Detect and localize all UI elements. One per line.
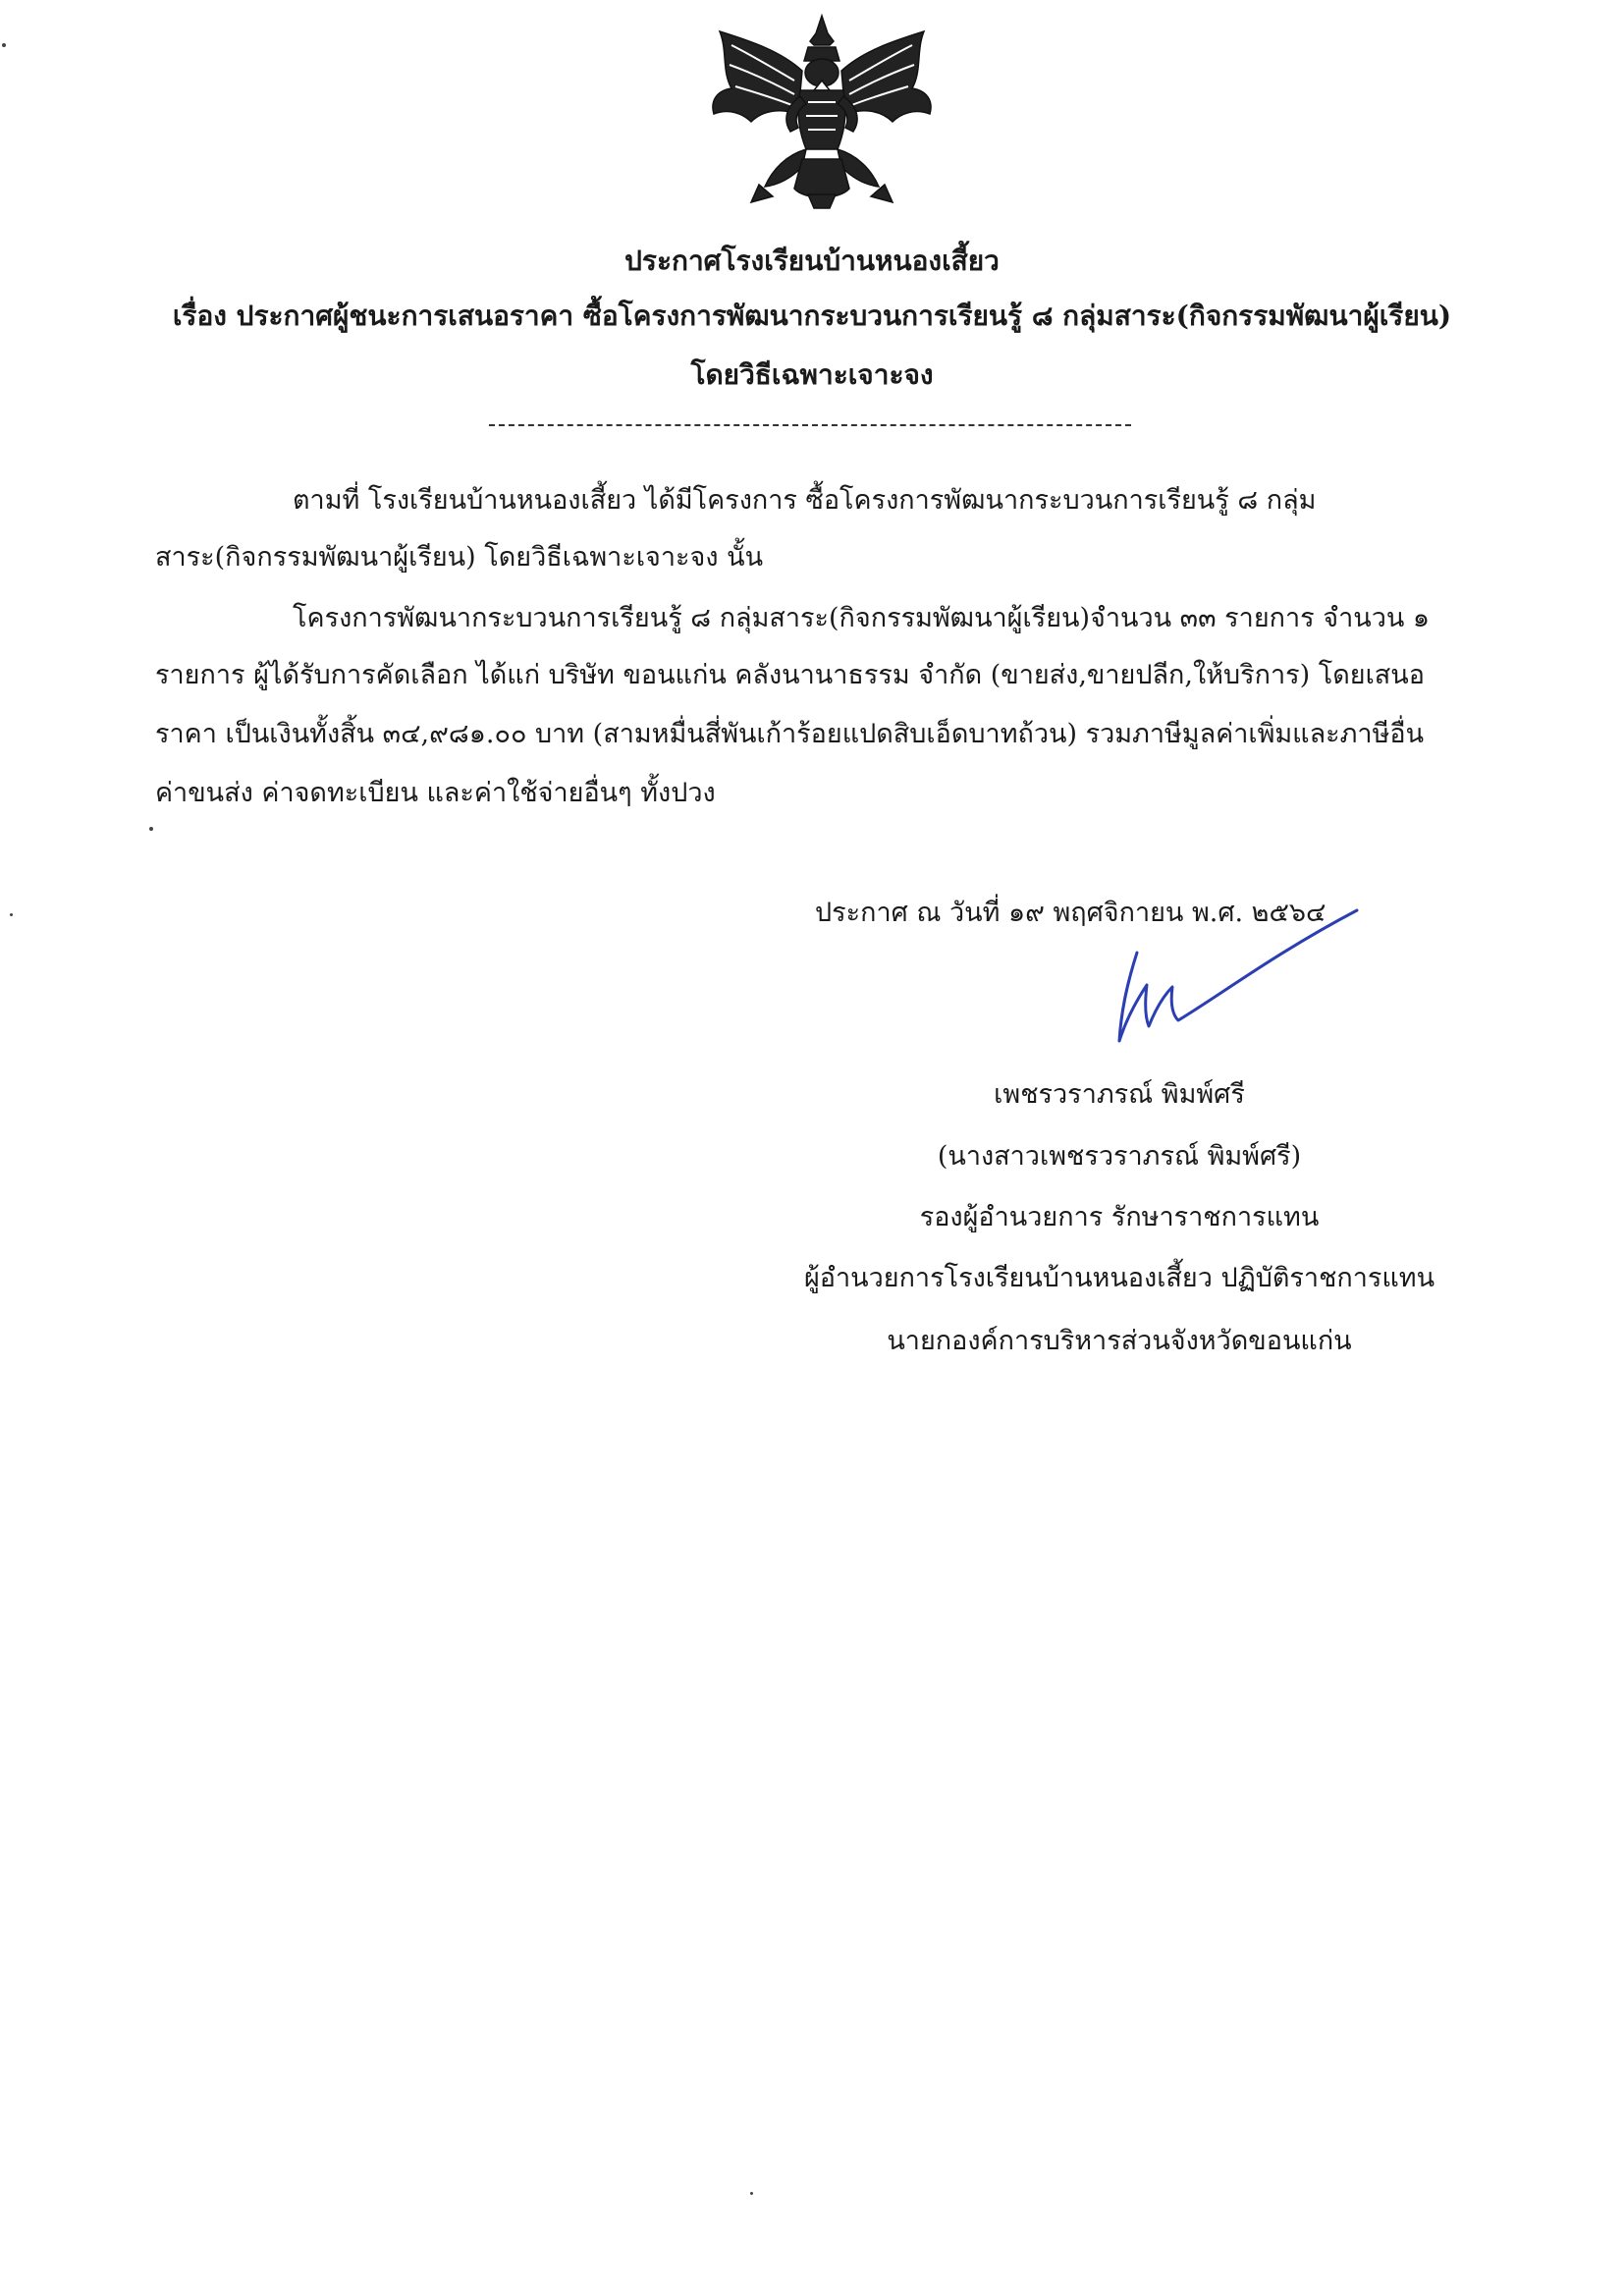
header-divider	[489, 424, 1131, 426]
signatory-position-3: นายกองค์การบริหารส่วนจังหวัดขอนแก่น	[887, 1326, 1352, 1356]
scan-speck	[750, 2192, 753, 2195]
scan-speck	[10, 913, 13, 916]
garuda-emblem-icon	[692, 12, 952, 213]
announcement-date: ประกาศ ณ วันที่ ๑๙ พฤศจิกายน พ.ศ. ๒๕๖๔	[815, 898, 1326, 928]
signatory-full-name: (นางสาวเพชรวราภรณ์ พิมพ์ศรี)	[937, 1141, 1302, 1172]
scan-speck	[2, 43, 6, 47]
announcement-title: ประกาศโรงเรียนบ้านหนองเสี้ยว	[624, 245, 1000, 277]
signatory-position-2: ผู้อำนวยการโรงเรียนบ้านหนองเสี้ยว ปฏิบัติราชการแทน	[803, 1263, 1435, 1293]
scan-speck	[149, 827, 153, 831]
signatory-position-1: รองผู้อำนวยการ รักษาราชการแทน	[919, 1202, 1320, 1232]
body-para1-line2: สาระ(กิจกรรมพัฒนาผู้เรียน) โดยวิธีเฉพาะเจาะจง นั้น	[155, 542, 764, 573]
procurement-method: โดยวิธีเฉพาะเจาะจง	[690, 358, 934, 391]
body-para1-line1: ตามที่ โรงเรียนบ้านหนองเสี้ยว ได้มีโครงการ ซื้อโครงการพัฒนากระบวนการเรียนรู้ ๘ กลุ่ม	[293, 485, 1317, 516]
body-para2-line1: โครงการพัฒนากระบวนการเรียนรู้ ๘ กลุ่มสาระ(กิจกรรมพัฒนาผู้เรียน)จำนวน ๓๓ รายการ จำนวน ๑	[293, 603, 1431, 633]
body-para2-line3: ราคา เป็นเงินทั้งสิ้น ๓๔,๙๘๑.๐๐ บาท (สามหมื่นสี่พันเก้าร้อยแปดสิบเอ็ดบาทถ้วน) รวมภาษีมูลค่าเพิ่มและภาษีอื่น	[155, 719, 1425, 749]
signatory-name: เพชรวราภรณ์ พิมพ์ศรี	[994, 1079, 1245, 1110]
announcement-subject: เรื่อง ประกาศผู้ชนะการเสนอราคา ซื้อโครงการพัฒนากระบวนการเรียนรู้ ๘ กลุ่มสาระ(กิจกรรมพัฒนาผู้เรียน)	[172, 300, 1452, 332]
body-para2-line2: รายการ ผู้ได้รับการคัดเลือก ได้แก่ บริษัท ขอนแก่น คลังนานาธรรม จำกัด (ขายส่ง,ขายปลีก,ให้บริการ) โดยเสนอ	[155, 660, 1425, 690]
body-para2-line4: ค่าขนส่ง ค่าจดทะเบียน และค่าใช้จ่ายอื่นๆ ทั้งปวง	[155, 778, 716, 808]
signature-image	[1100, 908, 1365, 1056]
